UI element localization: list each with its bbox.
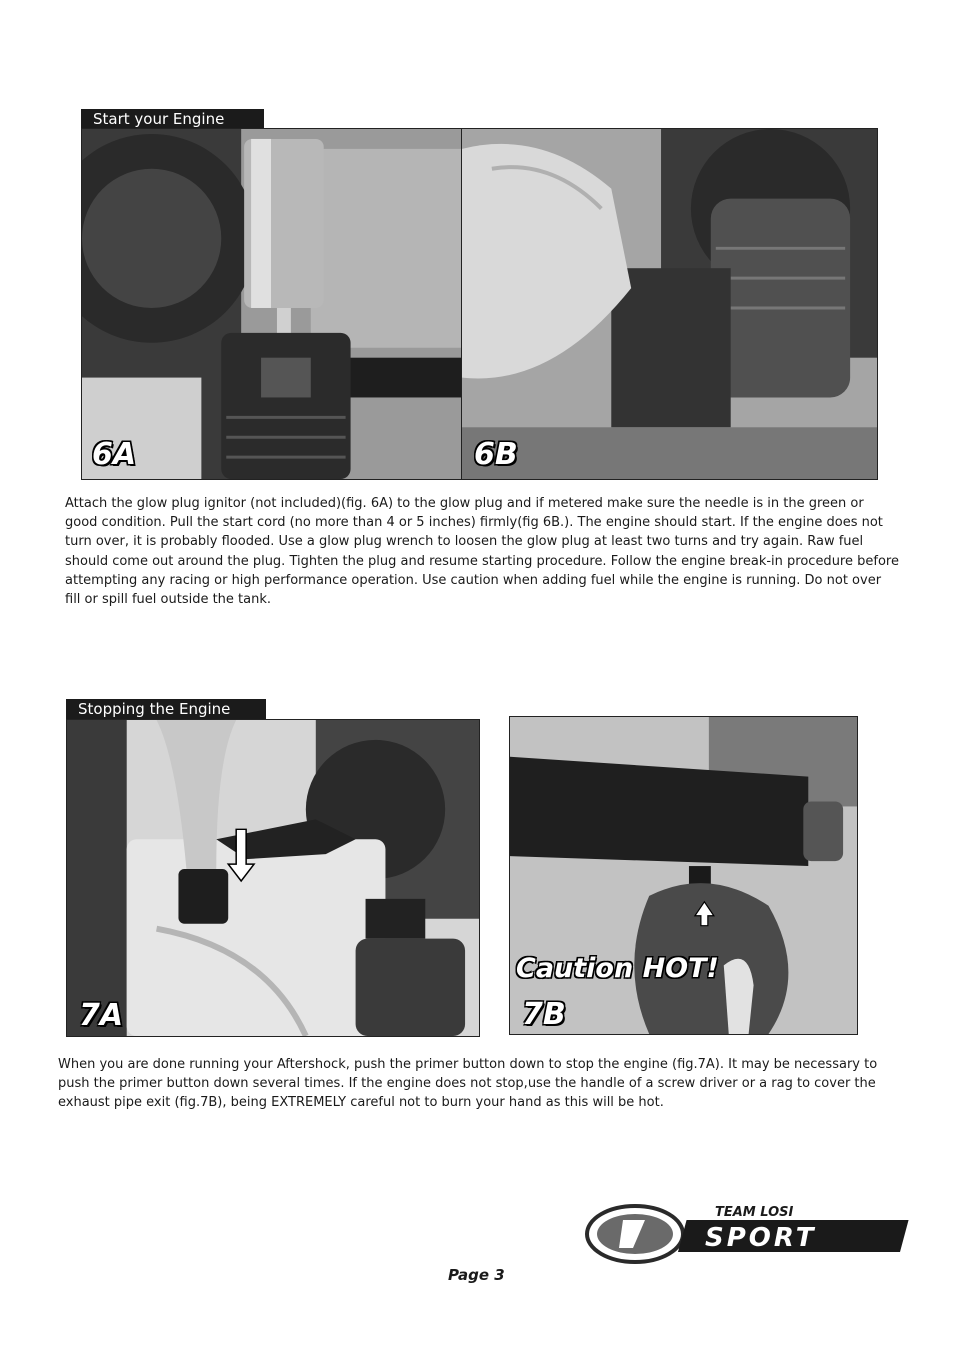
page-number: Page 3 — [448, 1266, 505, 1284]
figure-label-7a: 7A — [79, 998, 124, 1033]
caution-hot-warning: Caution HOT! — [516, 953, 719, 984]
figure-6a-photo — [81, 128, 462, 480]
pull-start-image — [462, 129, 877, 479]
figure-label-6a: 6A — [92, 437, 137, 472]
team-losi-sport-logo — [583, 1196, 923, 1264]
figure-6b-photo — [461, 128, 878, 480]
section-heading-start-engine: Start your Engine — [81, 109, 264, 129]
start-engine-instructions: Attach the glow plug ignitor (not included)(fig. 6A) to the glow plug and if metered make sure the needle is in the green or good condition. Pull the start cord (no more than 4 or 5 inches) firmly(fig 6B.). The engine should start. If the engine does not turn over, it is probably flooded. Use a glow plug wrench to loosen the glow plug at least two turns and try again. Raw fuel should come out around the plug. Tighten the plug and resume starting procedure. Follow the engine break-in procedure before attempting any racing or high performance operation. Use caution when adding fuel while the engine is running. Do not over fill or spill fuel outside the tank. — [65, 496, 899, 608]
primer-button-image — [67, 720, 479, 1036]
figure-7a-photo — [66, 719, 480, 1037]
glow-plug-ignitor-image — [82, 129, 461, 479]
figure-label-6b: 6B — [474, 437, 518, 472]
stopping-engine-instructions: When you are done running your Aftershock, push the primer button down to stop the engine (fig.7A). It may be necessary to push the primer button down several times. If the engine does not stop,use the handle of a screw driver or a rag to cover the exhaust pipe exit (fig.7B), being EXTREMELY careful not to burn your hand as this will be hot. — [58, 1057, 878, 1111]
logo-brand-main: SPORT — [705, 1223, 817, 1253]
figure-label-7b: 7B — [522, 997, 566, 1032]
figure-7b-photo — [509, 716, 858, 1035]
logo-brand-top: TEAM LOSI — [715, 1205, 794, 1220]
exhaust-pipe-rag-image — [510, 717, 857, 1034]
section-heading-stopping-engine: Stopping the Engine — [66, 699, 266, 719]
